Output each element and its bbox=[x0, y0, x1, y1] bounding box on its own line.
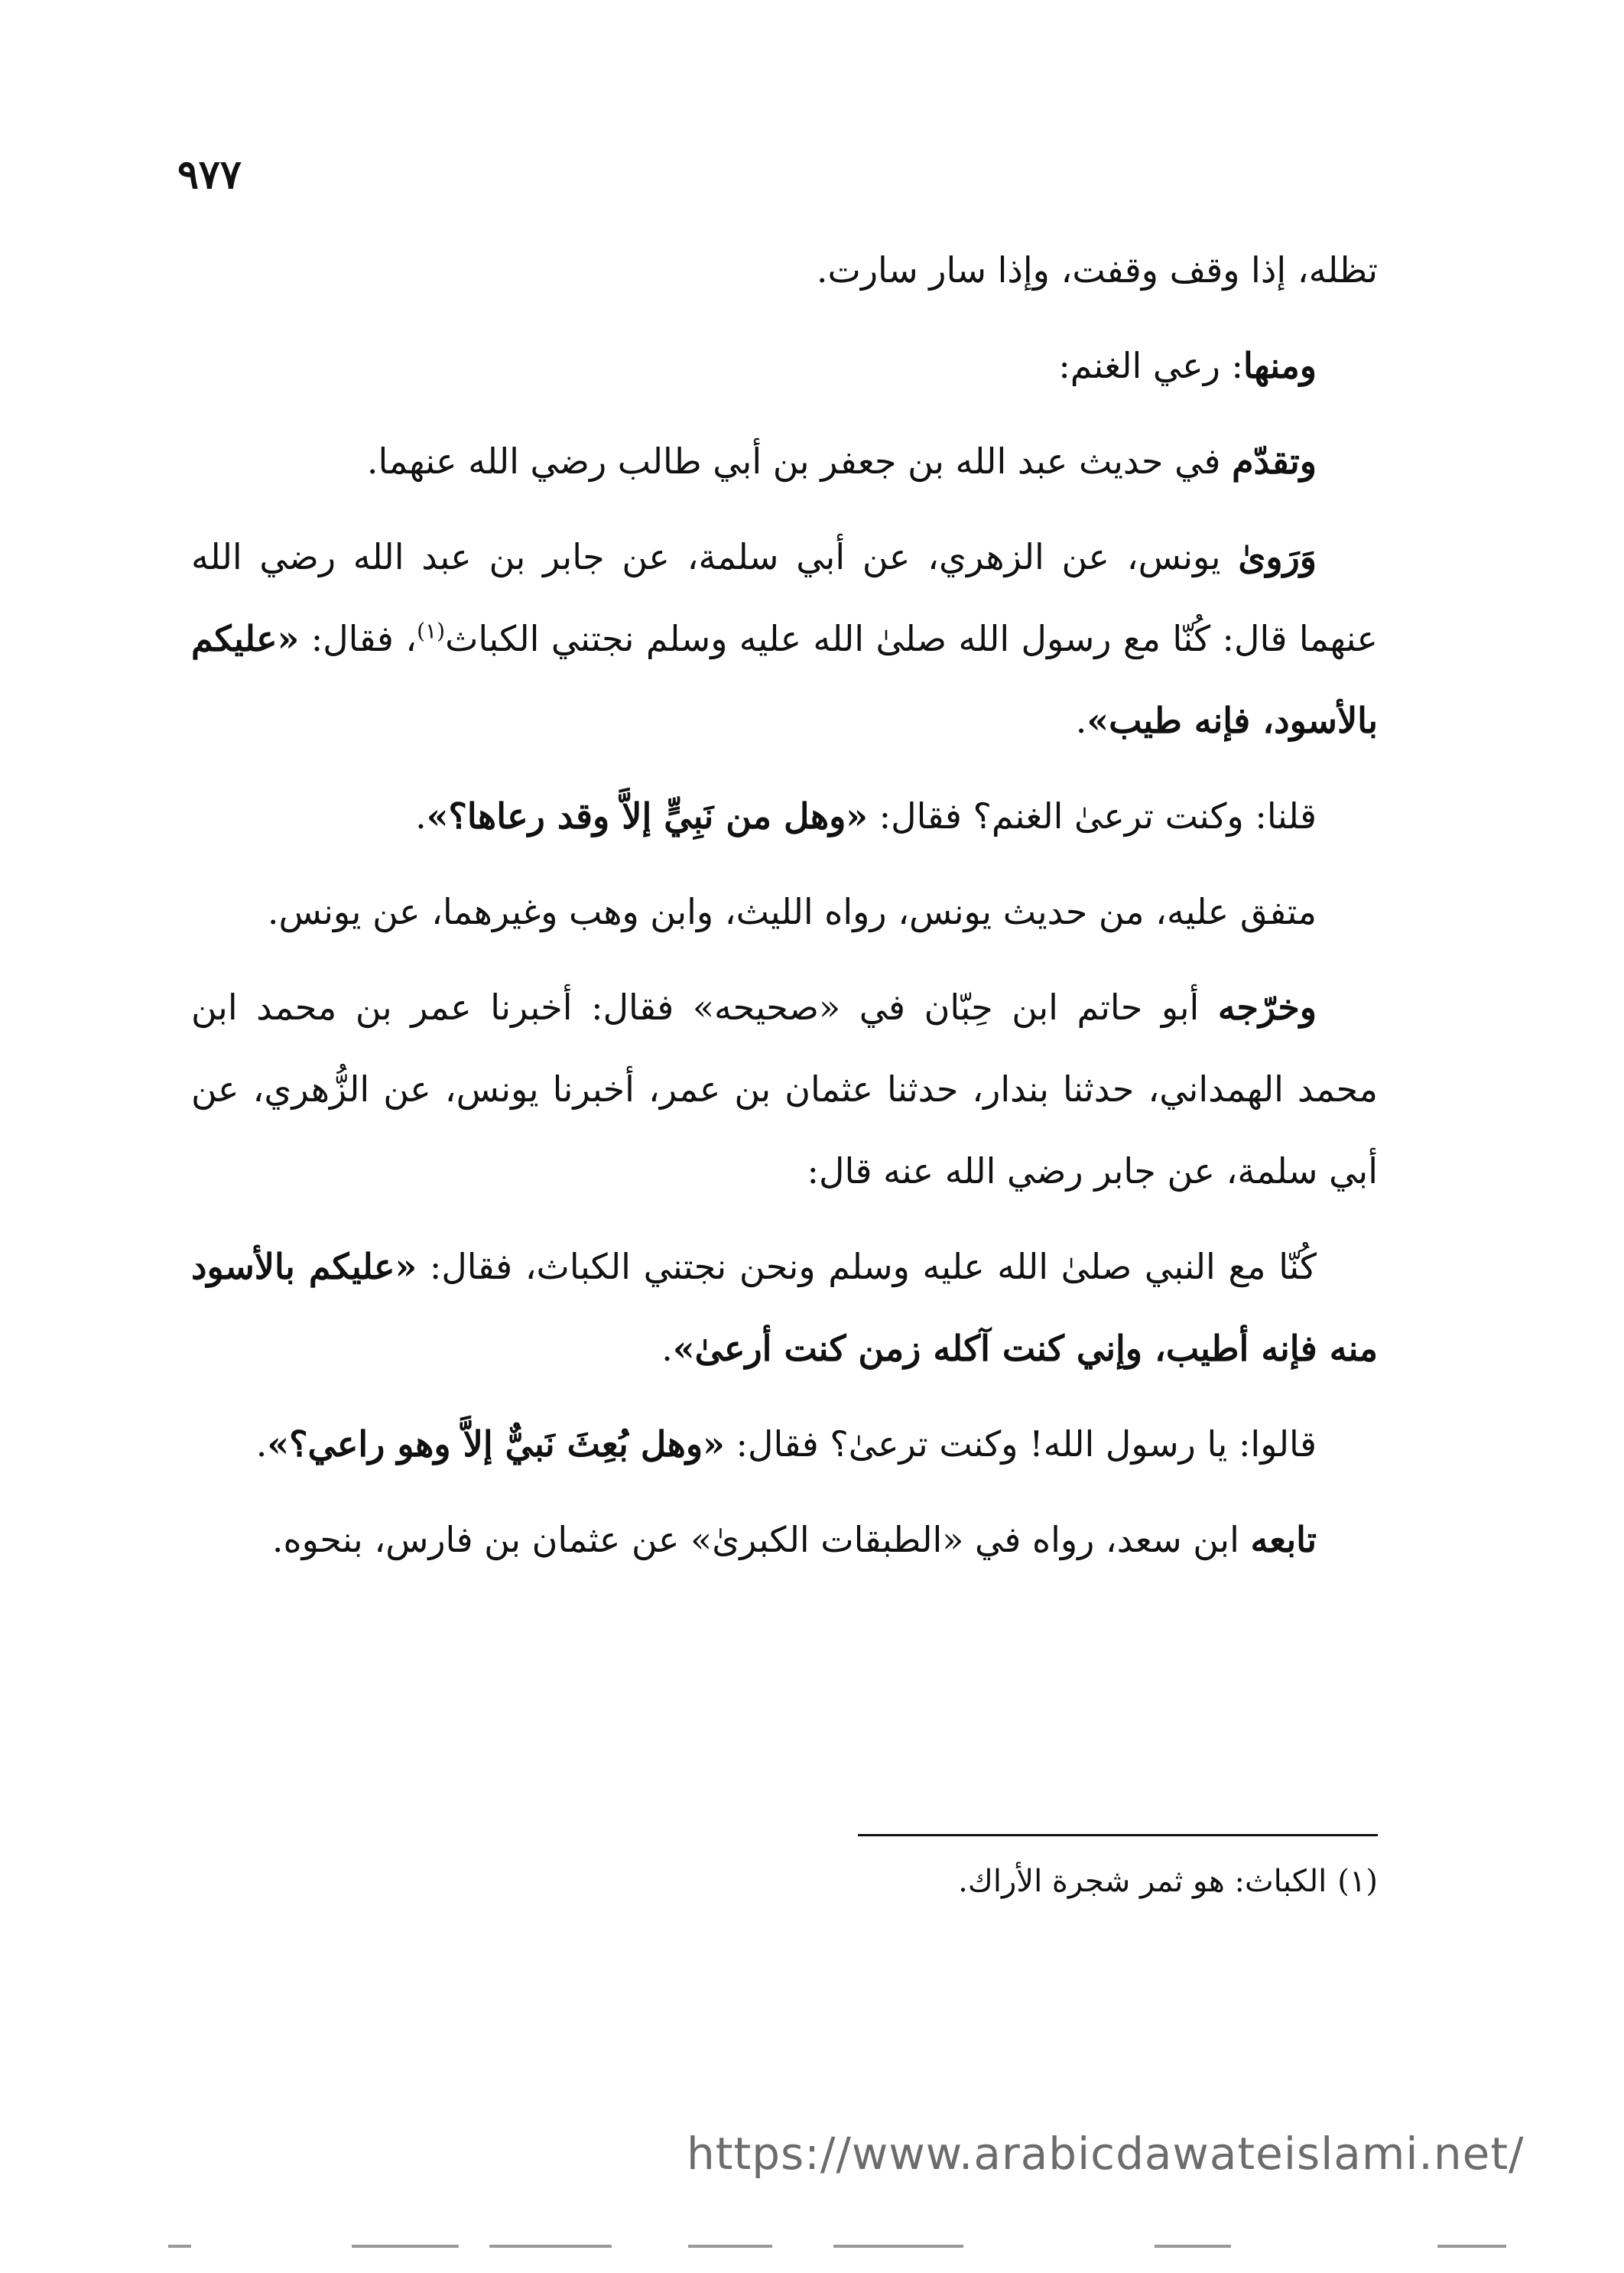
paragraph-text: أبو حاتم ابن حِبّان في «صحيحه» فقال: أخبرنا عمر بن محمد ابن محمد الهمداني، حدثنا بندار، حدثنا عثمان بن عمر، أخبرنا يونس، عن الزُّهري، عن أبي سلمة، عن جابر رضي الله عنه قال: bbox=[191, 987, 1378, 1192]
scan-mark bbox=[489, 2245, 612, 2248]
footnote-text: الكباث: هو ثمر شجرة الأراك. bbox=[958, 1864, 1327, 1899]
scan-mark bbox=[1155, 2245, 1231, 2248]
scan-mark bbox=[352, 2245, 459, 2248]
paragraph-text: ، فقال: bbox=[299, 618, 417, 659]
hadith-quote: «عليكم بالأسود منه فإنه أطيب، وإني كنت آكله زمن كنت أرعىٰ» bbox=[191, 1246, 1378, 1369]
watermark-url: https://www.arabicdawateislami.net/ bbox=[687, 2128, 1525, 2180]
paragraph-end: . bbox=[415, 795, 427, 837]
paragraph-text: متفق عليه، من حديث يونس، رواه الليث، وابن وهب وغيرهما، عن يونس. bbox=[267, 891, 1317, 932]
paragraph-text: : رعي الغنم: bbox=[1058, 345, 1244, 386]
paragraph-7 bbox=[191, 967, 1378, 1212]
hadith-quote: «وهل بُعِثَ نَبيٌّ إلاَّ وهو راعي؟» bbox=[267, 1423, 725, 1465]
hadith-quote: «عليكم بالأسود، فإنه طيب» bbox=[191, 618, 1378, 741]
footnote-number: (١) bbox=[1337, 1864, 1378, 1899]
paragraph-3 bbox=[191, 421, 1378, 502]
paragraph-10 bbox=[191, 1499, 1378, 1581]
scan-mark bbox=[168, 2245, 191, 2248]
scan-edge-artifacts bbox=[0, 2245, 1624, 2251]
paragraph-9 bbox=[191, 1403, 1378, 1485]
scan-mark bbox=[833, 2245, 963, 2248]
paragraph-6 bbox=[191, 871, 1378, 953]
paragraph-end: . bbox=[661, 1328, 673, 1369]
paragraph-2 bbox=[191, 325, 1378, 407]
paragraph-text: ابن سعد، رواه في «الطبقات الكبرىٰ» عن عثمان بن فارس، بنحوه. bbox=[271, 1519, 1251, 1560]
paragraph-4 bbox=[191, 516, 1378, 762]
paragraph-5 bbox=[191, 776, 1378, 857]
main-text bbox=[191, 229, 1378, 1595]
paragraph-text: قلنا: وكنت ترعىٰ الغنم؟ فقال: bbox=[868, 795, 1317, 837]
hadith-quote: «وهل من نَبِيٍّ إلاَّ وقد رعاها؟» bbox=[426, 795, 869, 837]
footnote-reference[interactable]: (١) bbox=[417, 618, 446, 644]
page-number: ٩٧٧ bbox=[177, 151, 242, 198]
paragraph-end: . bbox=[1075, 700, 1087, 741]
scan-mark bbox=[1437, 2245, 1506, 2248]
footnote-divider bbox=[858, 1834, 1378, 1836]
paragraph-end: . bbox=[255, 1423, 268, 1465]
paragraph-text: تظله، إذا وقف وقفت، وإذا سار سارت. bbox=[816, 249, 1378, 291]
paragraph-lead: ومنها bbox=[1243, 345, 1317, 386]
scan-mark bbox=[688, 2245, 772, 2248]
paragraph-text: يونس، عن الزهري، عن أبي سلمة، عن جابر بن عبد الله رضي الله عنهما قال: كُنّا مع رسول الله صلىٰ الله عليه وسلم نجتني الكباث bbox=[191, 536, 1378, 659]
paragraph-1 bbox=[191, 229, 1378, 311]
paragraph-text: كُنّا مع النبي صلىٰ الله عليه وسلم ونحن نجتني الكباث، فقال: bbox=[417, 1246, 1317, 1287]
paragraph-text: قالوا: يا رسول الله! وكنت ترعىٰ؟ فقال: bbox=[724, 1423, 1317, 1465]
paragraph-text: في حديث عبد الله بن جعفر بن أبي طالب رضي الله عنهما. bbox=[366, 441, 1233, 482]
paragraph-lead: وخرّجه bbox=[1217, 987, 1317, 1028]
paragraph-8 bbox=[191, 1226, 1378, 1390]
paragraph-lead: تابعه bbox=[1250, 1519, 1317, 1560]
footnote bbox=[191, 1851, 1378, 1912]
paragraph-lead: وَرَوىٰ bbox=[1238, 536, 1317, 577]
paragraph-lead: وتقدّم bbox=[1232, 441, 1317, 482]
